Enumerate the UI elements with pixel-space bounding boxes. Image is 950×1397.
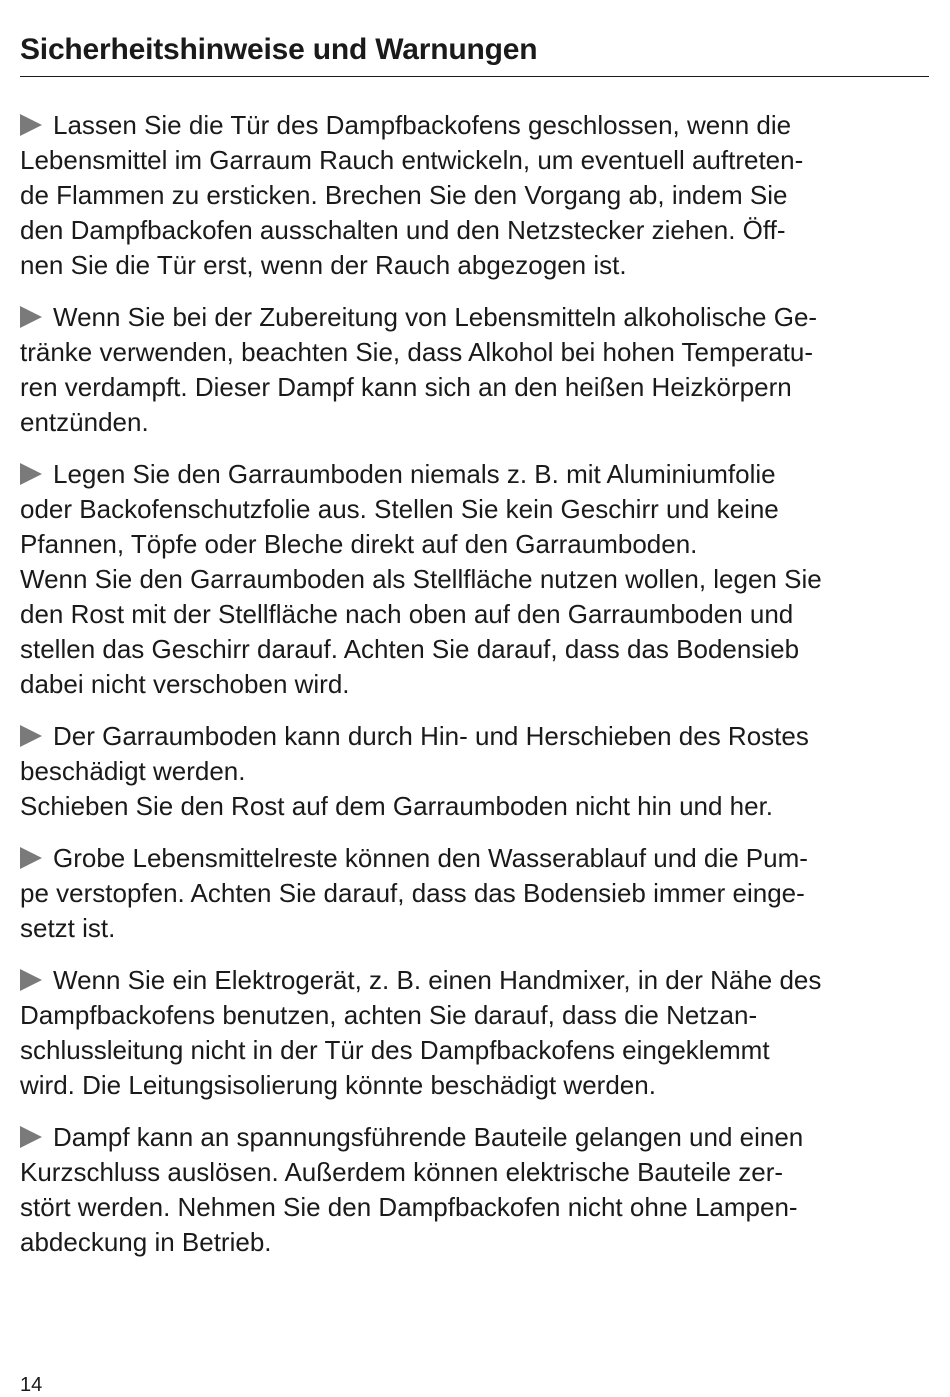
triangle-right-icon (20, 1126, 42, 1148)
warning-text: Wenn Sie bei der Zubereitung von Lebensmitteln alkoholische Ge- tränke verwenden, beachten Sie, dass Alkohol bei hohen Temperatu- ren verdampft. Dieser Dampf kann sich an den heißen Heizkörpern entzünden. (20, 302, 818, 437)
triangle-right-icon (20, 847, 42, 869)
page-title: Sicherheitshinweise und Warnungen (20, 33, 538, 66)
warning-text: Dampf kann an spannungsführende Bauteile gelangen und einen Kurzschluss auslösen. Außerdem können elektrische Bauteile zer- stört werden. Nehmen Sie den Dampfbackofen nicht ohne Lampen- abdeckung in Betrieb. (20, 1122, 804, 1257)
warning-paragraph (20, 108, 930, 283)
warning-item (20, 963, 930, 1103)
triangle-right-icon (20, 463, 42, 485)
warning-item (20, 841, 930, 946)
page-number: 14 (20, 1374, 43, 1396)
triangle-right-icon (20, 306, 42, 328)
warning-paragraph (20, 1120, 930, 1260)
warning-item (20, 1120, 930, 1260)
triangle-right-icon (20, 725, 42, 747)
warning-paragraph-continued: Schieben Sie den Rost auf dem Garraumboden nicht hin und her. (20, 791, 774, 821)
warning-text: Legen Sie den Garraumboden niemals z. B. mit Aluminiumfolie oder Backofenschutzfolie aus. Stellen Sie kein Geschirr und keine Pfannen, Töpfe oder Bleche direkt auf den Garraumboden. (20, 459, 779, 559)
title-divider (20, 76, 929, 77)
warning-item (20, 457, 930, 702)
warnings-list (20, 108, 930, 1277)
warning-text: Wenn Sie ein Elektrogerät, z. B. einen Handmixer, in der Nähe des Dampfbackofens benutzen, achten Sie darauf, dass die Netzan- schlussleitung nicht in der Tür des Dampfbackofens eingeklemmt wird. Die Leitungsisolierung könnte beschädigt werden. (20, 965, 822, 1100)
warning-text: Grobe Lebensmittelreste können den Wasserablauf und die Pum- pe verstopfen. Achten Sie darauf, dass das Bodensieb immer einge- setzt ist. (20, 843, 808, 943)
warning-paragraph (20, 300, 930, 440)
warning-paragraph (20, 963, 930, 1103)
warning-item (20, 300, 930, 440)
warning-paragraph-continued: Wenn Sie den Garraumboden als Stellfläche nutzen wollen, legen Sie den Rost mit der Stellfläche nach oben auf den Garraumboden und stellen das Geschirr darauf. Achten Sie darauf, dass das Bodensieb dabei nicht verschoben wird. (20, 564, 822, 699)
warning-item (20, 108, 930, 283)
warning-text: Der Garraumboden kann durch Hin- und Herschieben des Rostes beschädigt werden. (20, 721, 809, 786)
warning-item (20, 719, 930, 824)
warning-paragraph (20, 457, 930, 562)
warning-paragraph (20, 841, 930, 946)
triangle-right-icon (20, 969, 42, 991)
triangle-right-icon (20, 114, 42, 136)
warning-text: Lassen Sie die Tür des Dampfbackofens geschlossen, wenn die Lebensmittel im Garraum Rauch entwickeln, um eventuell auftreten- de Flammen zu ersticken. Brechen Sie den Vorgang ab, indem Sie den Dampfbackofen ausschalten und den Netzstecker ziehen. Öff- nen Sie die Tür erst, wenn der Rauch abgezogen ist. (20, 110, 804, 280)
warning-paragraph (20, 719, 930, 789)
